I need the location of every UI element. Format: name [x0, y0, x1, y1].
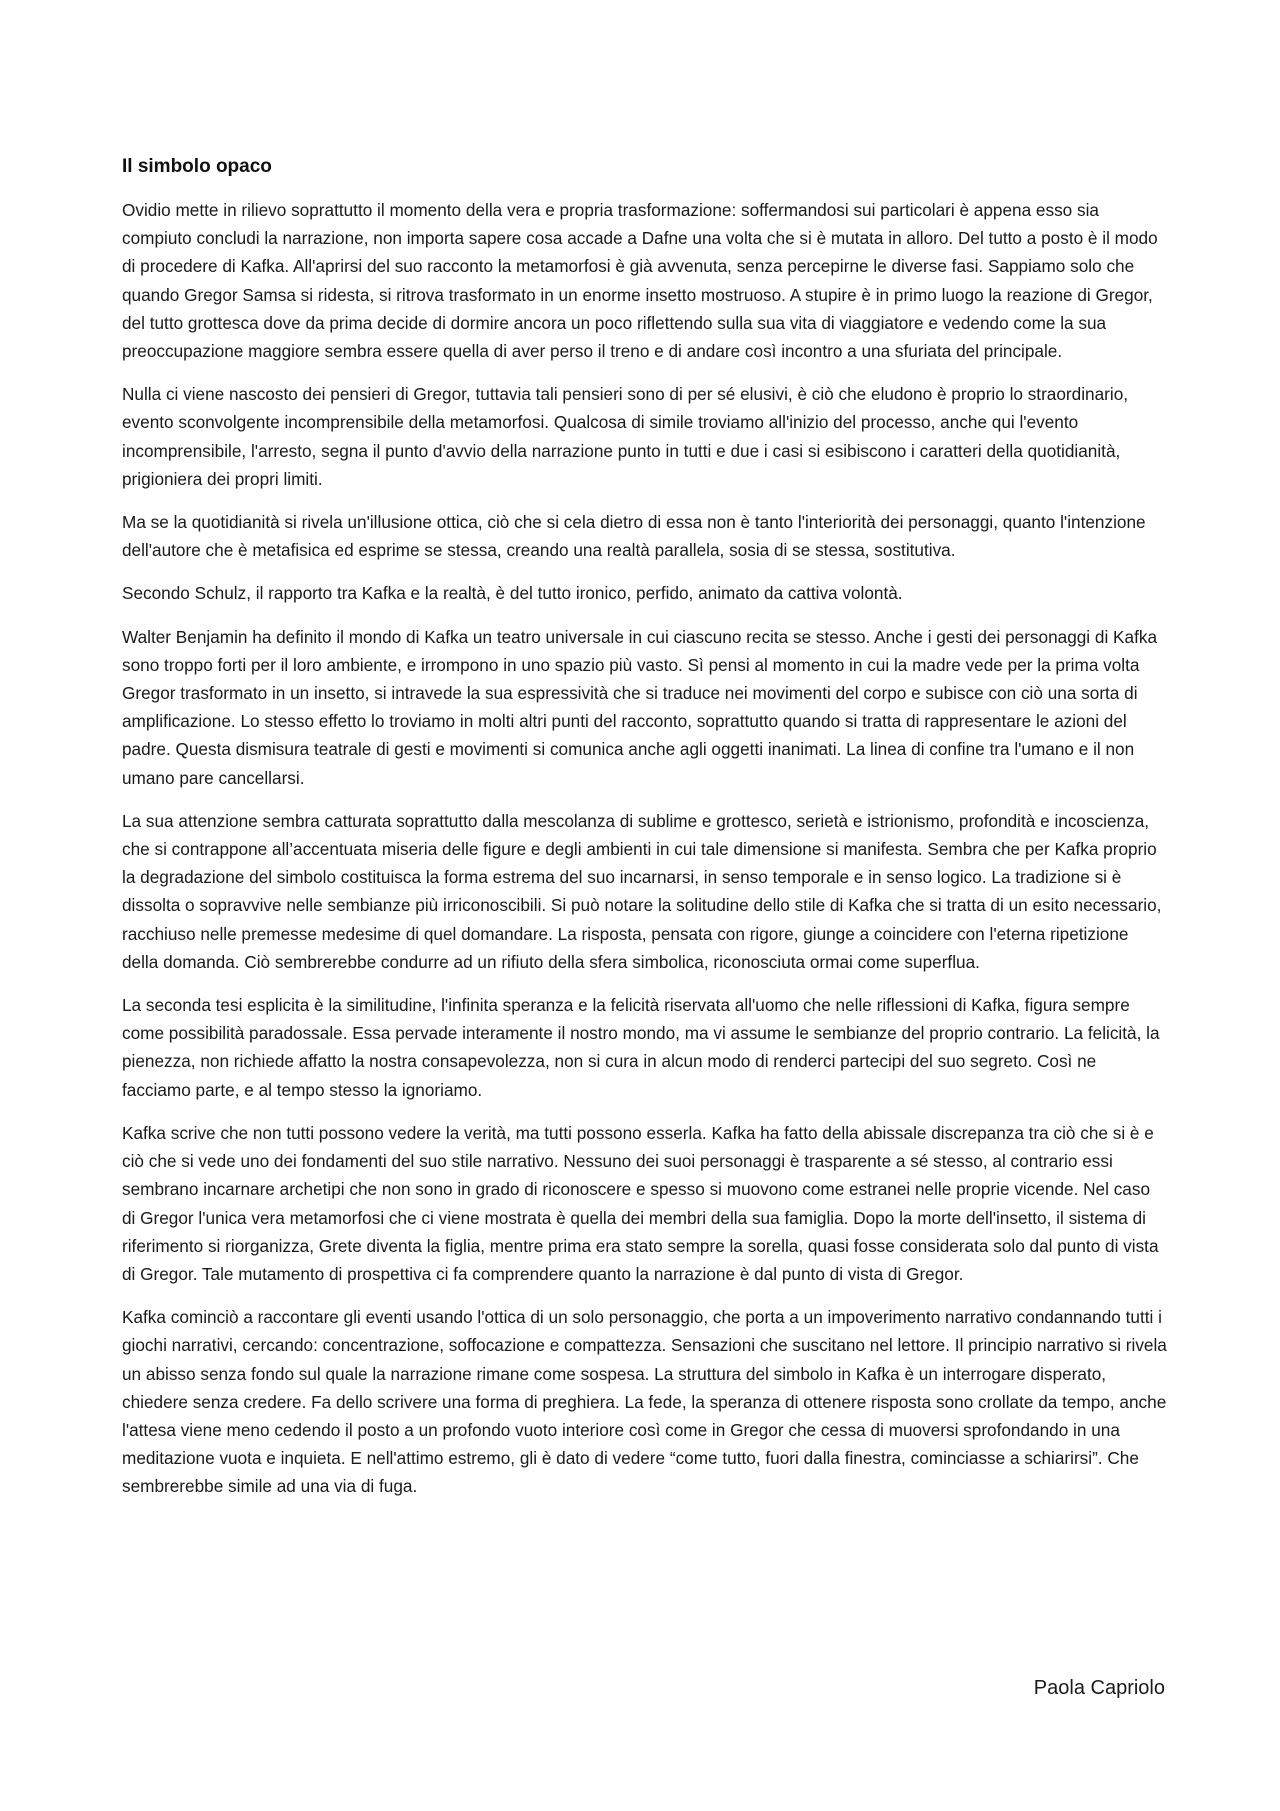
document-title: Il simbolo opaco: [122, 156, 272, 177]
paragraph-5: Walter Benjamin ha definito il mondo di Kafka un teatro universale in cui ciascuno recita se stesso. Anche i gesti dei personaggi di Kafka sono troppo forti per il loro ambiente, e irrompono in uno spazio più vasto. Sì pensi al momento in cui la madre vede per la prima volta Gregor trasformato in un insetto, si intravede la sua espressività che si traduce nei movimenti del corpo e subisce con ciò una sorta di amplificazione. Lo stesso effetto lo troviamo in molti altri punti del racconto, soprattutto quando si tratta di rappresentare le azioni del padre. Questa dismisura teatrale di gesti e movimenti si comunica anche agli oggetti inanimati. La linea di confine tra l'umano e il non umano pare cancellarsi.: [122, 626, 1158, 788]
paragraph-7: La seconda tesi esplicita è la similitudine, l'infinita speranza e la felicità riservata all'uomo che nelle riflessioni di Kafka, figura sempre come possibilità paradossale. Essa pervade interamente il nostro mondo, ma vi assume le sembianze del proprio contrario. La felicità, la pienezza, non richiede affatto la nostra consapevolezza, non si cura in alcun modo di renderci partecipi del suo segreto. Così ne facciamo parte, e al tempo stesso la ignoriamo.: [122, 995, 1160, 1100]
paragraph-9: Kafka cominciò a raccontare gli eventi usando l'ottica di un solo personaggio, che porta a un impoverimento narrativo condannando tutti i giochi narrativi, cercando: concentrazione, soffocazione e compattezza. Sensazioni che suscitano nel lettore. Il principio narrativo si rivela un abisso senza fondo sul quale la narrazione rimane come sospesa. La struttura del simbolo in Kafka è un interrogare disperato, chiedere senza credere. Fa dello scrivere una forma di preghiera. La fede, la speranza di ottenere risposta sono crollate da tempo, anche l'attesa viene meno cedendo il posto a un profondo vuoto interiore così come in Gregor che cessa di muoversi sprofondando in una meditazione vuota e inquieta. E nell'attimo estremo, gli è dato di vedere “come tutto, fuori dalla finestra, cominciasse a schiarirsi”. Che sembrerebbe simile ad una via di fuga.: [122, 1307, 1167, 1497]
paragraph-6: La sua attenzione sembra catturata soprattutto dalla mescolanza di sublime e grottesco, serietà e istrionismo, profondità e incoscienza, che si contrappone all’accentuata miseria delle figure e degli ambienti in cui tale dimensione si manifesta. Sembra che per Kafka proprio la degradazione del simbolo costituisca la forma estrema del suo incarnarsi, in senso temporale e in senso logico. La tradizione si è dissolta o sopravvive nelle sembianze più irriconoscibili. Si può notare la solitudine dello stile di Kafka che si tratta di un esito necessario, racchiuso nelle premesse medesime di quel domandare. La risposta, pensata con rigore, giunge a coincidere con l'eterna ripetizione della domanda. Ciò sembrerebbe condurre ad un rifiuto della sfera simbolica, riconosciuta ormai come superflua.: [122, 810, 1162, 972]
paragraph-8: Kafka scrive che non tutti possono vedere la verità, ma tutti possono esserla. Kafka ha fatto della abissale discrepanza tra ciò che si è e ciò che si vede uno dei fondamenti del suo stile narrativo. Nessuno dei suoi personaggi è trasparente a sé stesso, al contrario essi sembrano incarnare archetipi che non sono in grado di riconoscere e spesso si muovono come estranei nelle proprie vicende. Nel caso di Gregor l'unica vera metamorfosi che ci viene mostrata è quella dei membri della sua famiglia. Dopo la morte dell'insetto, il sistema di riferimento si riorganizza, Grete diventa la figlia, mentre prima era stato sempre la sorella, quasi fosse considerata solo dal punto di vista di Gregor. Tale mutamento di prospettiva ci fa comprendere quanto la narrazione è dal punto di vista di Gregor.: [122, 1122, 1159, 1284]
paragraph-1: Ovidio mette in rilievo soprattutto il momento della vera e propria trasformazione: soffermandosi sui particolari è appena esso sia compiuto concludi la narrazione, non importa sapere cosa accade a Dafne una volta che si è mutata in alloro. Del tutto a posto è il modo di procedere di Kafka. All'aprirsi del suo racconto la metamorfosi è già avvenuta, senza percepirne le diverse fasi. Sappiamo solo che quando Gregor Samsa si ridesta, si ritrova trasformato in un enorme insetto mostruoso. A stupire è in primo luogo la reazione di Gregor, del tutto grottesca dove da prima decide di dormire ancora un poco riflettendo sulla sua vita di viaggiatore e vedendo come la sua preoccupazione maggiore sembra essere quella di aver perso il treno e di andare così incontro a una sfuriata del principale.: [122, 200, 1158, 362]
paragraph-2: Nulla ci viene nascosto dei pensieri di Gregor, tuttavia tali pensieri sono di per sé elusivi, è ciò che eludono è proprio lo straordinario, evento sconvolgente incomprensibile della metamorfosi. Qualcosa di simile troviamo all'inizio del processo, anche qui l'evento incomprensibile, l'arresto, segna il punto d'avvio della narrazione punto in tutti e due i casi si esibiscono i caratteri della quotidianità, prigioniera dei propri limiti.: [122, 384, 1129, 489]
document-body: [122, 152, 1167, 1516]
paragraph-3: Ma se la quotidianità si rivela un'illusione ottica, ciò che si cela dietro di essa non è tanto l'interiorità dei personaggi, quanto l'intenzione dell'autore che è metafisica ed esprime se stessa, creando una realtà parallela, sosia di se stessa, sostitutiva.: [122, 512, 1146, 561]
author-signature: Paola Capriolo: [1033, 1677, 1165, 1699]
paragraph-4: Secondo Schulz, il rapporto tra Kafka e la realtà, è del tutto ironico, perfido, animato da cattiva volontà.: [122, 583, 903, 604]
